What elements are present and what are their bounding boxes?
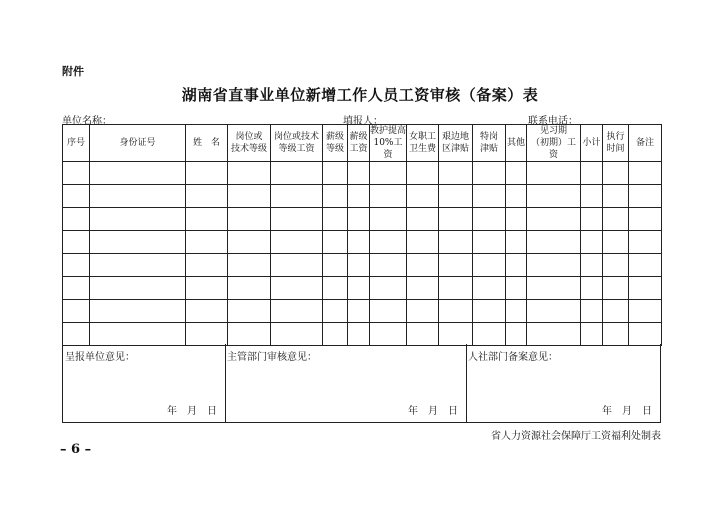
table-cell[interactable] — [581, 208, 603, 231]
table-cell[interactable] — [603, 231, 629, 254]
table-cell[interactable] — [439, 277, 473, 300]
table-row — [63, 208, 662, 231]
column-header: 女职工 卫生费 — [407, 125, 439, 162]
table-row — [63, 162, 662, 185]
reporting-unit-opinion-label: 呈报单位意见： — [65, 352, 135, 363]
table-cell[interactable] — [186, 323, 228, 346]
table-cell[interactable] — [370, 185, 407, 208]
table-cell[interactable] — [629, 277, 662, 300]
column-header: 薪级 等级 — [323, 125, 348, 162]
filler-label: 填报人： — [343, 116, 383, 127]
table-row — [63, 323, 662, 346]
column-header: 备注 — [629, 125, 662, 162]
table-cell[interactable] — [228, 277, 271, 300]
table-cell[interactable] — [629, 231, 662, 254]
column-header: 教护提高 10%工资 — [370, 126, 407, 160]
column-header: 见习期 （初期）工资 — [527, 125, 581, 162]
table-cell[interactable] — [370, 254, 407, 277]
table-cell[interactable] — [63, 231, 90, 254]
table-cell[interactable] — [473, 277, 506, 300]
table-cell[interactable] — [271, 185, 323, 208]
table-cell[interactable] — [370, 231, 407, 254]
table-cell[interactable] — [228, 323, 271, 346]
table-cell[interactable] — [348, 300, 370, 323]
table-cell[interactable] — [407, 162, 439, 185]
table-cell[interactable] — [90, 323, 186, 346]
table-cell[interactable] — [323, 231, 348, 254]
table-cell[interactable] — [63, 323, 90, 346]
table-cell[interactable] — [228, 162, 271, 185]
table-cell[interactable] — [603, 185, 629, 208]
table-row — [63, 254, 662, 277]
table-cell[interactable] — [323, 277, 348, 300]
table-cell[interactable] — [323, 208, 348, 231]
table-cell[interactable] — [90, 277, 186, 300]
table-row — [63, 231, 662, 254]
column-header: 执行 时间 — [603, 125, 629, 162]
table-cell[interactable] — [581, 323, 603, 346]
table-cell[interactable] — [527, 231, 581, 254]
table-cell[interactable] — [527, 300, 581, 323]
table-cell[interactable] — [370, 300, 407, 323]
table-cell[interactable] — [603, 208, 629, 231]
table-cell[interactable] — [603, 162, 629, 185]
table-cell[interactable] — [348, 185, 370, 208]
table-cell[interactable] — [581, 162, 603, 185]
table-cell[interactable] — [407, 323, 439, 346]
table-cell[interactable] — [271, 162, 323, 185]
table-cell[interactable] — [370, 162, 407, 185]
phone-label: 联系电话： — [528, 116, 578, 127]
table-row — [63, 277, 662, 300]
column-header: 岗位或技术 等级工资 — [271, 125, 323, 162]
table-cell[interactable] — [63, 300, 90, 323]
table-cell[interactable] — [370, 208, 407, 231]
table-cell[interactable] — [407, 300, 439, 323]
table-cell[interactable] — [439, 208, 473, 231]
table-cell[interactable] — [473, 300, 506, 323]
table-cell[interactable] — [228, 300, 271, 323]
table-cell[interactable] — [63, 254, 90, 277]
table-cell[interactable] — [348, 231, 370, 254]
hr-dept-opinion-box[interactable] — [466, 344, 661, 423]
table-cell[interactable] — [348, 162, 370, 185]
table-cell[interactable] — [603, 277, 629, 300]
table-cell[interactable] — [186, 300, 228, 323]
table-cell[interactable] — [506, 162, 527, 185]
table-cell[interactable] — [271, 208, 323, 231]
table-cell[interactable] — [63, 208, 90, 231]
table-cell[interactable] — [439, 162, 473, 185]
table-cell[interactable] — [271, 231, 323, 254]
column-header: 小计 — [581, 125, 603, 162]
table-row — [63, 300, 662, 323]
table-cell[interactable] — [90, 162, 186, 185]
table-cell[interactable] — [629, 185, 662, 208]
table-cell[interactable] — [603, 254, 629, 277]
table-cell[interactable] — [228, 254, 271, 277]
table-cell[interactable] — [506, 254, 527, 277]
table-cell[interactable] — [63, 162, 90, 185]
table-cell[interactable] — [186, 254, 228, 277]
table-cell[interactable] — [271, 300, 323, 323]
table-cell[interactable] — [63, 277, 90, 300]
table-cell[interactable] — [527, 277, 581, 300]
table-cell[interactable] — [473, 185, 506, 208]
table-cell[interactable] — [506, 231, 527, 254]
table-cell[interactable] — [90, 254, 186, 277]
table-cell[interactable] — [473, 254, 506, 277]
table-cell[interactable] — [407, 185, 439, 208]
table-cell[interactable] — [473, 323, 506, 346]
table-cell[interactable] — [439, 231, 473, 254]
table-cell[interactable] — [90, 208, 186, 231]
table-cell[interactable] — [407, 254, 439, 277]
table-cell[interactable] — [527, 185, 581, 208]
table-cell[interactable] — [323, 300, 348, 323]
column-header: 姓 名 — [186, 125, 228, 162]
column-header: 薪级 工资 — [348, 125, 370, 162]
table-cell[interactable] — [271, 277, 323, 300]
table-cell[interactable] — [370, 323, 407, 346]
date-line: 年 月 日 — [167, 406, 217, 417]
table-cell[interactable] — [348, 208, 370, 231]
date-line: 年 月 日 — [602, 406, 652, 417]
table-cell[interactable] — [323, 323, 348, 346]
table-cell[interactable] — [439, 254, 473, 277]
table-cell[interactable] — [527, 208, 581, 231]
column-header: 其他 — [506, 125, 527, 162]
table-cell[interactable] — [581, 254, 603, 277]
table-cell[interactable] — [228, 208, 271, 231]
table-cell[interactable] — [63, 185, 90, 208]
table-cell[interactable] — [506, 300, 527, 323]
table-cell[interactable] — [473, 162, 506, 185]
table-cell[interactable] — [527, 323, 581, 346]
column-header: 特岗 津贴 — [473, 125, 506, 162]
table-cell[interactable] — [186, 162, 228, 185]
supervisor-opinion-label: 主管部门审核意见： — [227, 352, 317, 363]
page-number: – 6 – — [60, 442, 92, 457]
table-cell[interactable] — [323, 185, 348, 208]
table-cell[interactable] — [506, 277, 527, 300]
table-cell[interactable] — [473, 231, 506, 254]
table-cell[interactable] — [527, 254, 581, 277]
column-header: 艰边地 区津贴 — [439, 125, 473, 162]
table-cell[interactable] — [228, 231, 271, 254]
table-cell[interactable] — [90, 300, 186, 323]
table-cell[interactable] — [90, 231, 186, 254]
table-cell[interactable] — [439, 185, 473, 208]
supervisor-opinion-box[interactable] — [225, 344, 467, 423]
table-cell[interactable] — [439, 300, 473, 323]
table-cell[interactable] — [348, 254, 370, 277]
table-cell[interactable] — [348, 277, 370, 300]
table-cell[interactable] — [271, 323, 323, 346]
table-cell[interactable] — [506, 323, 527, 346]
table-cell[interactable] — [90, 185, 186, 208]
table-cell[interactable] — [581, 231, 603, 254]
table-cell[interactable] — [506, 185, 527, 208]
table-cell[interactable] — [527, 162, 581, 185]
table-cell[interactable] — [581, 277, 603, 300]
table-cell[interactable] — [629, 323, 662, 346]
salary-review-table — [62, 124, 662, 346]
date-line: 年 月 日 — [408, 406, 458, 417]
table-cell[interactable] — [407, 277, 439, 300]
table-cell[interactable] — [603, 300, 629, 323]
column-header: 岗位或 技术等级 — [228, 125, 271, 162]
table-cell[interactable] — [228, 185, 271, 208]
table-cell[interactable] — [407, 208, 439, 231]
table-cell[interactable] — [439, 323, 473, 346]
table-cell[interactable] — [348, 323, 370, 346]
table-cell[interactable] — [581, 300, 603, 323]
table-cell[interactable] — [473, 208, 506, 231]
table-cell[interactable] — [323, 162, 348, 185]
table-cell[interactable] — [629, 162, 662, 185]
table-cell[interactable] — [370, 277, 407, 300]
maker-note: 省人力资源社会保障厅工资福利处制表 — [491, 431, 661, 442]
reporting-unit-opinion-box[interactable] — [62, 344, 226, 423]
table-body — [63, 162, 662, 346]
table-cell[interactable] — [186, 208, 228, 231]
unit-name-label: 单位名称： — [62, 116, 112, 127]
table-header — [63, 125, 662, 162]
table-cell[interactable] — [186, 277, 228, 300]
column-header: 身份证号 — [90, 125, 186, 162]
table-row — [63, 185, 662, 208]
table-cell[interactable] — [629, 208, 662, 231]
table-cell[interactable] — [581, 185, 603, 208]
table-cell[interactable] — [323, 254, 348, 277]
table-cell[interactable] — [629, 254, 662, 277]
table-cell[interactable] — [271, 254, 323, 277]
hr-dept-opinion-label: 人社部门备案意见： — [468, 352, 558, 363]
table-cell[interactable] — [506, 208, 527, 231]
page-title: 湖南省直事业单位新增工作人员工资审核（备案）表 — [181, 86, 539, 104]
table-cell[interactable] — [186, 231, 228, 254]
table-cell[interactable] — [186, 185, 228, 208]
attachment-label: 附件 — [62, 65, 84, 78]
column-header: 序号 — [63, 125, 90, 162]
table-cell[interactable] — [407, 231, 439, 254]
table-cell[interactable] — [629, 300, 662, 323]
table-cell[interactable] — [603, 323, 629, 346]
